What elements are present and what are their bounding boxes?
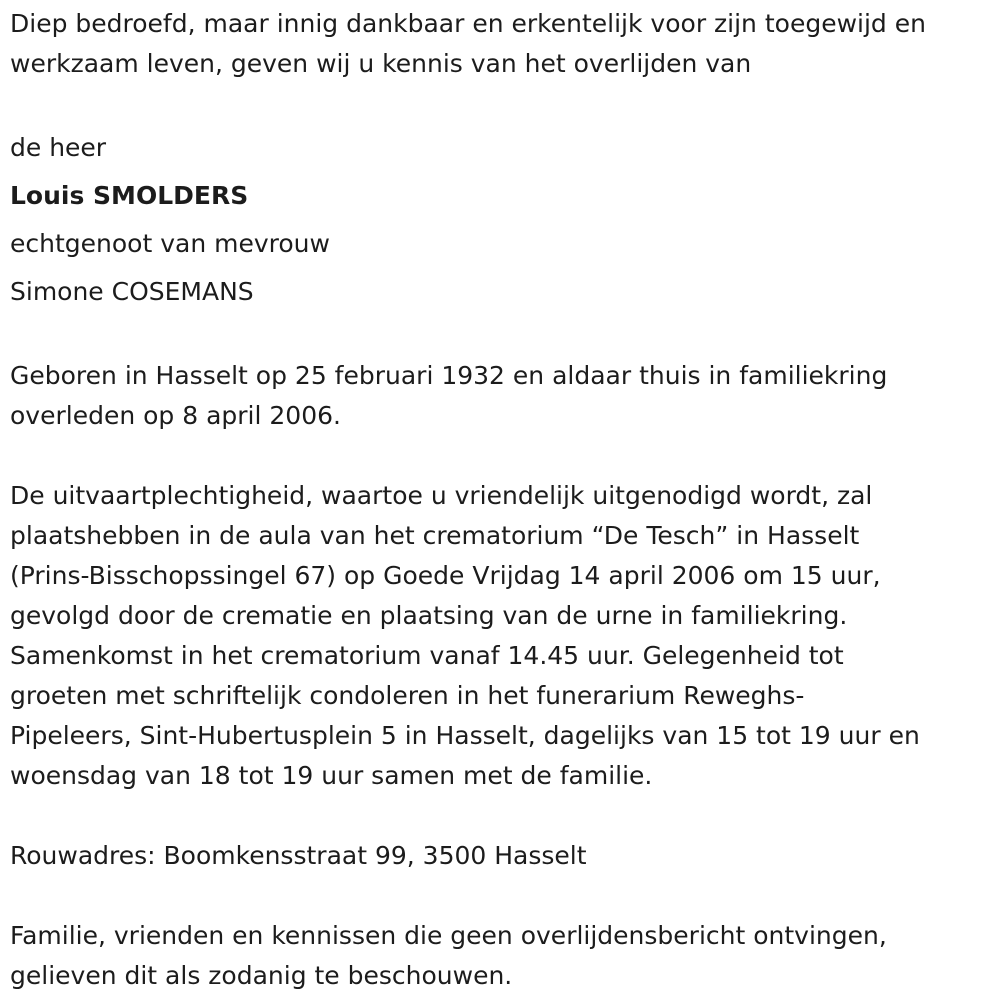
- ceremony-paragraph: [10, 476, 1000, 796]
- salutation: de heer: [10, 133, 107, 162]
- text-line: gelieven dit als zodanig te beschouwen.: [10, 961, 513, 990]
- text-line: Samenkomst in het crematorium vanaf 14.45 uur. Gelegenheid tot: [10, 641, 844, 670]
- text-line: (Prins-Bisschopssingel 67) op Goede Vrijdag 14 april 2006 om 15 uur,: [10, 561, 881, 590]
- text-line: De uitvaartplechtigheid, waartoe u vriendelijk uitgenodigd wordt, zal: [10, 481, 873, 510]
- text-line: overleden op 8 april 2006.: [10, 401, 341, 430]
- spacer: [10, 316, 1000, 356]
- text-line: Geboren in Hasselt op 25 februari 1932 en aldaar thuis in familiekring: [10, 361, 888, 390]
- spouse-label: echtgenoot van mevrouw: [10, 229, 330, 258]
- text-line: Diep bedroefd, maar innig dankbaar en erkentelijk voor zijn toegewijd en: [10, 9, 926, 38]
- text-line: woensdag van 18 tot 19 uur samen met de familie.: [10, 761, 653, 790]
- text-line: Pipeleers, Sint-Hubertusplein 5 in Hasselt, dagelijks van 15 tot 19 uur en: [10, 721, 920, 750]
- text-line: Familie, vrienden en kennissen die geen overlijdensbericht ontvingen,: [10, 921, 887, 950]
- spacer: [10, 876, 1000, 916]
- spacer: [10, 436, 1000, 476]
- text-line: gevolgd door de crematie en plaatsing van de urne in familiekring.: [10, 601, 848, 630]
- text-line: groeten met schriftelijk condoleren in het funerarium Reweghs-: [10, 681, 805, 710]
- spouse-name: Simone COSEMANS: [10, 277, 254, 306]
- deceased-block: [10, 124, 1000, 316]
- text-line: werkzaam leven, geven wij u kennis van het overlijden van: [10, 49, 752, 78]
- birth-death-paragraph: [10, 356, 1000, 436]
- spacer: [10, 84, 1000, 124]
- intro-paragraph: [10, 4, 1000, 84]
- text-line: plaatshebben in de aula van het crematorium “De Tesch” in Hasselt: [10, 521, 860, 550]
- deceased-name: Louis SMOLDERS: [10, 181, 249, 210]
- closing-paragraph: [10, 916, 1000, 996]
- spacer: [10, 796, 1000, 836]
- mourning-address: Rouwadres: Boomkensstraat 99, 3500 Hasselt: [10, 841, 587, 870]
